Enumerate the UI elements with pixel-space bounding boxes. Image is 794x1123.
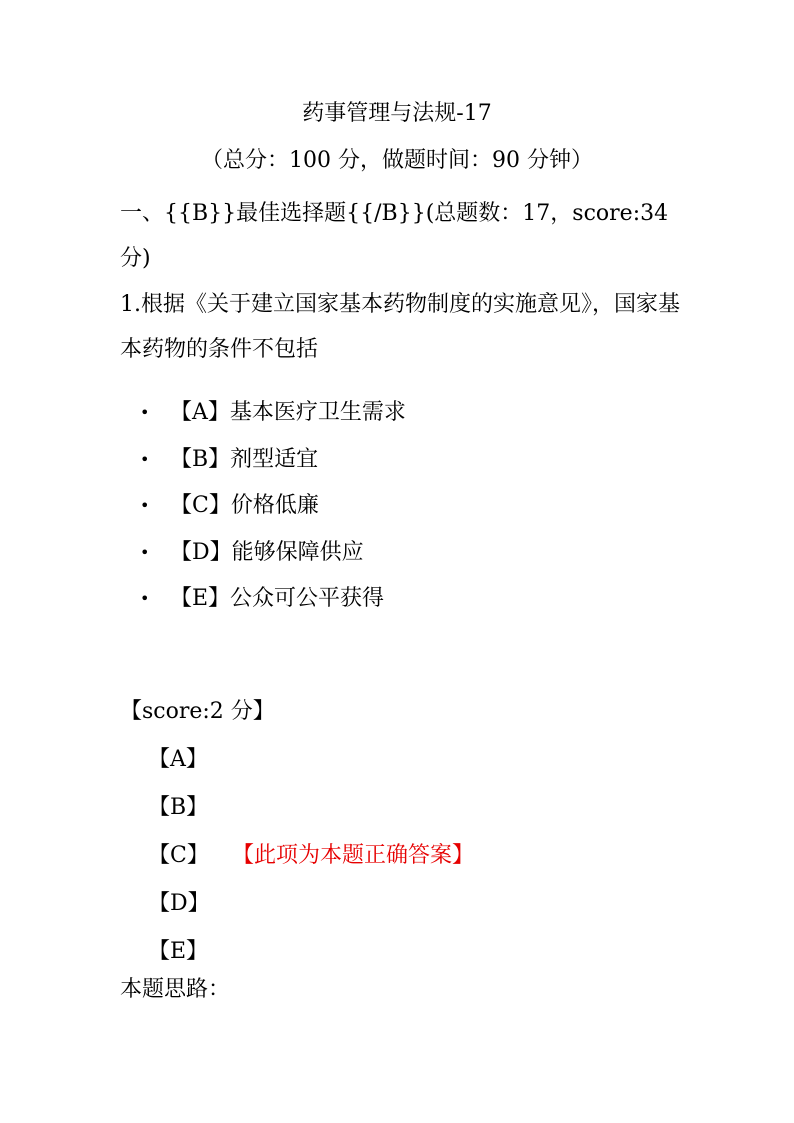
- option-item-d: [140, 530, 406, 577]
- bullet-icon: •: [140, 449, 150, 469]
- bullet-icon: •: [140, 542, 150, 562]
- option-item-e: [140, 576, 406, 623]
- question-text: 1.根据《关于建立国家基本药物制度的实施意见》，国家基本药物的条件不包括: [120, 292, 680, 362]
- answer-item-e: [148, 928, 474, 976]
- option-label: 【B】剂型适宜: [170, 446, 319, 472]
- option-label: 【C】价格低廉: [170, 493, 319, 518]
- answer-letter: 【A】: [148, 747, 208, 772]
- answer-letter: 【C】: [148, 843, 209, 868]
- answer-item-c: [148, 832, 474, 880]
- option-item-b: [140, 437, 406, 484]
- correct-answer-note: 【此项为本题正确答案】: [232, 843, 475, 868]
- explanation-label: 本题思路：: [120, 977, 231, 1002]
- answer-item-a: [148, 736, 474, 784]
- answer-list: [148, 736, 474, 976]
- section-heading: 一、{{B}}最佳选择题{{/B}}(总题数：17，score:34 分): [120, 201, 669, 271]
- answer-item-b: [148, 784, 474, 832]
- answer-letter: 【B】: [148, 795, 209, 820]
- option-label: 【E】公众可公平获得: [170, 586, 385, 611]
- option-list: [140, 390, 406, 623]
- score-label: 【score:2 分】: [120, 699, 275, 724]
- answer-item-d: [148, 880, 474, 928]
- answer-letter: 【D】: [148, 891, 210, 916]
- page-title: 药事管理与法规-17: [302, 101, 492, 126]
- option-item-c: [140, 483, 406, 530]
- bullet-icon: •: [140, 403, 150, 422]
- answer-letter: 【E】: [148, 939, 209, 964]
- option-item-a: [140, 390, 406, 437]
- option-label: 【D】能够保障供应: [170, 539, 364, 565]
- bullet-icon: •: [140, 496, 150, 515]
- bullet-icon: •: [140, 589, 150, 608]
- option-label: 【A】基本医疗卫生需求: [170, 400, 406, 425]
- page-subtitle: （总分：100 分，做题时间：90 分钟）: [201, 148, 593, 173]
